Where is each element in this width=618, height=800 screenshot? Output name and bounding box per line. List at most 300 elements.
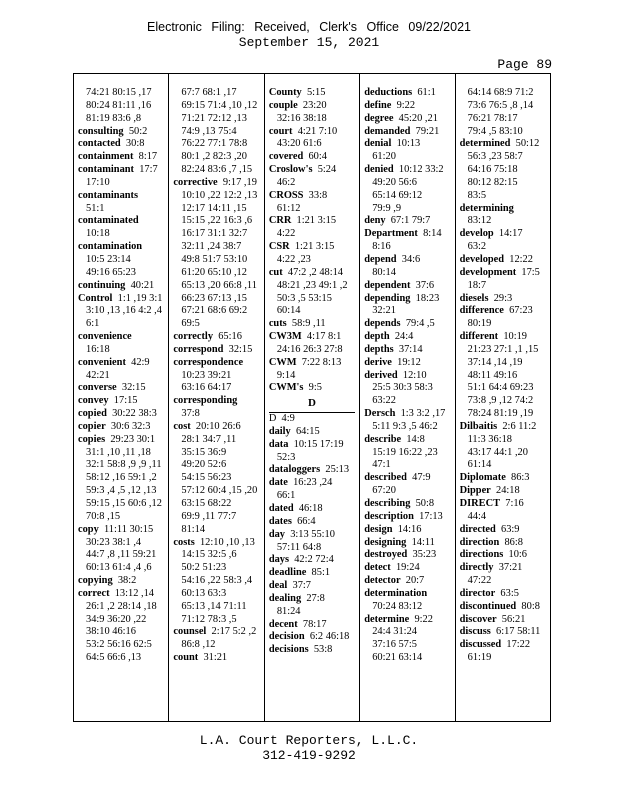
page-line-refs: 47:1	[372, 459, 391, 471]
index-continuation	[78, 601, 164, 614]
page-line-refs: 56:21	[501, 613, 526, 625]
page-line-refs: 31:21	[203, 652, 228, 664]
index-entry	[364, 472, 450, 485]
index-continuation	[460, 575, 546, 588]
index-term: destroyed	[364, 549, 408, 561]
page-line-refs: 53:2 56:16 62:5	[86, 639, 152, 651]
page-line-refs: 79:21	[415, 125, 440, 137]
index-entry	[269, 100, 355, 113]
page-line-refs: 61:1	[417, 87, 436, 98]
index-entry	[78, 138, 164, 151]
index-continuation	[173, 498, 259, 511]
page-line-refs: 42:21	[86, 369, 110, 381]
index-term: County	[268, 87, 302, 98]
index-term: convenience	[78, 331, 132, 343]
index-term: CSR	[268, 241, 290, 253]
index-term: contamination	[78, 241, 143, 253]
index-continuation	[269, 177, 355, 190]
index-entry	[173, 344, 259, 357]
page-line-refs: 6:17 58:11	[496, 626, 541, 638]
index-continuation	[78, 549, 164, 562]
page-line-refs: 58:12 ,16 59:1 ,2	[86, 472, 157, 484]
index-continuation	[78, 113, 164, 126]
page-line-refs: 25:13	[325, 464, 350, 476]
index-entry	[269, 580, 355, 593]
index-term: convey	[78, 395, 109, 407]
page-line-refs: 79:4 ,5	[405, 318, 435, 330]
index-continuation	[364, 652, 450, 665]
index-term: depend	[364, 253, 397, 265]
page-line-refs: 8:17	[138, 151, 158, 163]
page-line-refs: 29:3	[493, 292, 513, 304]
index-entry	[269, 554, 355, 567]
page-line-refs: 7:22 8:13	[301, 356, 342, 368]
index-term: director	[459, 587, 496, 599]
index-entry	[460, 485, 546, 498]
index-continuation	[364, 421, 450, 434]
page-line-refs: 45:20 ,21	[398, 112, 438, 124]
page-line-refs: 1:21 3:15	[296, 215, 337, 227]
page-line-refs: 2:17 5:2 ,2	[211, 626, 257, 638]
index-term: dataloggers	[268, 464, 321, 476]
index-entry	[269, 215, 355, 228]
index-continuation	[269, 305, 355, 318]
index-term: described	[364, 472, 407, 484]
index-term: Dersch	[364, 408, 396, 420]
page-line-refs: 67:1 79:7	[390, 215, 431, 227]
index-entry	[269, 318, 355, 331]
index-continuation	[460, 370, 546, 383]
page-line-refs: 29:23 30:1	[110, 433, 156, 445]
page-line-refs: 67:7 68:1 ,17	[181, 87, 237, 98]
index-continuation	[78, 562, 164, 575]
index-continuation	[173, 575, 259, 588]
index-term: converse	[78, 382, 117, 394]
index-term: Croslow's	[268, 164, 313, 176]
index-term: Dipper	[459, 485, 491, 497]
index-continuation	[460, 177, 546, 190]
page-line-refs: 4:21 7:10	[297, 125, 338, 137]
index-continuation	[173, 100, 259, 113]
page-line-refs: 67:20	[372, 485, 396, 497]
page-line-refs: 59:3 ,4 ,5 ,12 ,13	[86, 485, 157, 497]
page-line-refs: 16:17 31:1 32:7	[181, 228, 248, 240]
index-continuation	[78, 254, 164, 267]
page-line-refs: 2:6 11:2	[502, 420, 537, 432]
page-line-refs: 16:23 ,24	[293, 477, 333, 489]
page-line-refs: 35:15 36:9	[181, 446, 227, 458]
index-entry	[364, 511, 450, 524]
index-term: development	[459, 266, 517, 278]
page-line-refs: 19:12	[397, 356, 421, 368]
page-line-refs: 10:6	[508, 549, 527, 561]
index-entry	[460, 524, 546, 537]
index-term: different	[459, 331, 499, 343]
page-line-refs: 16:18	[86, 343, 110, 355]
page-line-refs: 10:19	[503, 331, 527, 343]
index-continuation	[78, 318, 164, 331]
page-line-refs: 73:8 ,9 ,12 74:2	[467, 395, 534, 407]
page-line-refs: 49:16 65:23	[86, 266, 136, 278]
index-continuation	[460, 447, 546, 460]
index-continuation	[173, 524, 259, 537]
index-continuation	[78, 100, 164, 113]
page-line-refs: 18:7	[467, 279, 487, 291]
index-term: covered	[268, 151, 304, 163]
index-term: D	[268, 413, 277, 425]
page-line-refs: 64:5 66:6 ,13	[86, 652, 142, 664]
page-line-refs: 69:15 71:4 ,10 ,12	[181, 99, 258, 111]
page-line-refs: 37:14 ,14 ,19	[467, 356, 523, 368]
index-continuation	[173, 639, 259, 652]
page-line-refs: 82:24 83:6 ,7 ,15	[181, 164, 253, 176]
index-continuation	[78, 87, 164, 100]
page-line-refs: 60:14	[276, 305, 301, 317]
index-continuation	[460, 190, 546, 203]
index-entry	[173, 331, 259, 344]
index-continuation	[460, 459, 546, 472]
page-line-refs: 81:24	[276, 605, 301, 617]
index-entry	[460, 549, 546, 562]
index-term: consulting	[78, 125, 124, 137]
index-entry	[269, 503, 355, 516]
index-term: dated	[268, 503, 294, 514]
index-continuation	[460, 113, 546, 126]
index-entry	[269, 644, 355, 657]
page-line-refs: 54:15 56:23	[181, 472, 232, 484]
page-line-refs: 32:16 38:18	[276, 112, 327, 124]
index-continuation	[78, 485, 164, 498]
page-line-refs: 24:18	[496, 485, 520, 497]
index-term: depends	[364, 318, 401, 330]
page-line-refs: 47:9	[412, 472, 431, 484]
index-continuation	[269, 203, 355, 216]
page-line-refs: 10:23 39:21	[181, 369, 232, 381]
page-line-refs: 8:14	[423, 228, 442, 240]
index-entry	[460, 203, 546, 216]
page-line-refs: 3:10 ,13 ,16 4:2 ,4	[86, 305, 162, 317]
index-continuation	[364, 190, 450, 203]
page-line-refs: 1:1 ,19 3:1	[117, 292, 163, 304]
page-line-refs: 10:5 23:14	[86, 253, 131, 265]
index-entry	[460, 562, 546, 575]
page-line-refs: 3:13 55:10	[290, 528, 335, 540]
index-entry	[78, 575, 164, 588]
index-term: CWM's	[268, 382, 304, 394]
index-entry	[78, 164, 164, 177]
index-entry	[460, 331, 546, 344]
index-entry	[364, 549, 450, 562]
index-entry	[269, 357, 355, 370]
index-continuation	[460, 87, 546, 100]
page-line-refs: 30:22 38:3	[112, 408, 157, 420]
index-entry	[269, 426, 355, 439]
page-line-refs: 51:1 64:4 69:23	[467, 382, 534, 394]
index-entry	[460, 228, 546, 241]
index-continuation	[364, 459, 450, 472]
index-continuation	[269, 280, 355, 293]
index-term: decent	[268, 618, 298, 630]
page-line-refs: 53:8	[313, 644, 333, 656]
page-line-refs: 64:14 68:9 71:2	[467, 87, 534, 98]
index-term: degree	[364, 112, 394, 124]
index-term: depth	[364, 331, 390, 343]
index-entry	[364, 318, 450, 331]
page-line-refs: 63:15 68:22	[181, 498, 232, 509]
page-line-refs: 4:22 ,23	[276, 253, 311, 265]
index-entry	[364, 344, 450, 357]
page-line-refs: 78:24 81:19 ,19	[467, 408, 534, 420]
page-line-refs: 47:2 ,2 48:14	[287, 266, 344, 278]
page-line-refs: 67:23	[509, 305, 533, 317]
index-term: detector	[364, 575, 401, 587]
index-entry	[78, 421, 164, 434]
index-entry	[269, 190, 355, 203]
index-entry	[78, 357, 164, 370]
index-term: daily	[268, 425, 291, 437]
index-continuation	[173, 203, 259, 216]
index-continuation	[269, 452, 355, 465]
index-term: correspond	[173, 343, 224, 355]
page-line-refs: 42:9	[131, 356, 150, 368]
index-continuation	[269, 370, 355, 383]
index-term: corresponding	[173, 395, 238, 407]
page-line-refs: 49:20 52:6	[181, 459, 227, 471]
index-continuation	[364, 203, 450, 216]
index-continuation	[173, 447, 259, 460]
index-term: denial	[364, 138, 392, 150]
index-continuation	[78, 447, 164, 460]
page-line-refs: 86:8	[504, 536, 523, 548]
page-line-refs: 37:7	[292, 580, 311, 592]
index-entry	[364, 331, 450, 344]
page-line-refs: 50:2	[128, 125, 148, 137]
index-entry	[364, 575, 450, 588]
index-entry	[364, 408, 450, 421]
index-term: cuts	[268, 318, 287, 330]
index-term: decisions	[268, 644, 309, 656]
index-entry	[460, 267, 546, 280]
page-line-refs: 19:24	[395, 562, 420, 574]
index-continuation	[460, 344, 546, 357]
page-line-refs: 61:19	[467, 652, 492, 664]
index-entry	[269, 331, 355, 344]
index-term: dates	[268, 515, 292, 527]
index-entry	[364, 614, 450, 627]
page-line-refs: 61:12	[276, 202, 301, 214]
page-line-refs: 63:22	[372, 395, 396, 407]
index-term: corrective	[173, 176, 218, 188]
index-term: directed	[459, 523, 496, 535]
index-entry	[269, 567, 355, 580]
page-line-refs: 14:16	[397, 523, 422, 535]
index-term: discontinued	[459, 600, 517, 612]
page-line-refs: 63:16 64:17	[181, 382, 232, 394]
index-continuation	[173, 254, 259, 267]
page-line-refs: 43:17 44:1 ,20	[467, 446, 528, 458]
index-entry	[460, 626, 546, 639]
index-entry	[173, 177, 259, 190]
index-term: count	[173, 652, 199, 664]
page-line-refs: 32:1 58:8 ,9 ,9 ,11	[86, 459, 162, 471]
index-term: describe	[364, 433, 402, 445]
index-entry	[364, 100, 450, 113]
page-line-refs: 5:11 9:3 ,5 46:2	[372, 420, 438, 432]
page-line-refs: 67:21 68:6 69:2	[181, 305, 248, 317]
index-entry	[269, 631, 355, 644]
page-line-refs: 70:24 83:12	[372, 600, 423, 612]
page-line-refs: 32:21	[372, 305, 396, 317]
index-entry	[78, 524, 164, 537]
index-term: description	[364, 510, 414, 522]
page-line-refs: 80:14	[372, 266, 396, 278]
index-entry	[364, 537, 450, 550]
page-line-refs: 20:7	[405, 575, 425, 587]
index-entry	[364, 87, 450, 100]
index-term: define	[364, 99, 392, 111]
index-entry	[78, 408, 164, 421]
section-letter-heading: D	[308, 397, 316, 410]
index-continuation	[78, 652, 164, 665]
page-line-refs: 47:22	[467, 575, 492, 587]
page-line-refs: 64:16 75:18	[467, 164, 518, 176]
index-entry	[269, 241, 355, 254]
page-line-refs: 9:14	[276, 369, 296, 381]
index-term: difference	[459, 305, 504, 317]
index-term: couple	[268, 99, 298, 111]
page-line-refs: 37:14	[398, 343, 423, 355]
index-term: determine	[364, 613, 410, 625]
page-line-refs: 6:1	[86, 318, 100, 330]
page-line-refs: 46:2	[276, 176, 296, 188]
page-line-refs: 12:22	[509, 253, 533, 265]
index-term: detect	[364, 562, 391, 574]
index-term: deadline	[268, 567, 307, 579]
page-line-refs: 60:4	[308, 151, 327, 163]
index-entry	[78, 190, 164, 203]
index-term: days	[268, 554, 290, 566]
page-line-refs: 38:10 46:16	[86, 626, 136, 638]
index-continuation	[173, 434, 259, 447]
page-line-refs: 73:6 76:5 ,8 ,14	[467, 99, 534, 111]
index-continuation	[173, 126, 259, 139]
index-entry	[364, 370, 450, 383]
page-line-refs: 63:2	[467, 241, 487, 253]
index-entry	[269, 477, 355, 490]
page-line-refs: 21:23 27:1 ,1 ,15	[467, 343, 539, 355]
index-entry	[269, 619, 355, 632]
page-line-refs: 14:11	[411, 536, 435, 548]
index-entry	[364, 562, 450, 575]
filing-stamp-line: Electronic Filing: Received, Clerk's Office 09/22/2021	[147, 20, 471, 34]
page-line-refs: 63:9	[501, 523, 520, 535]
page-line-refs: 50:3 ,5 53:15	[276, 292, 332, 304]
page-line-refs: 60:13 61:4 ,4 ,6	[86, 562, 152, 574]
index-term: derive	[364, 356, 392, 368]
index-continuation	[173, 280, 259, 293]
index-continuation	[78, 614, 164, 627]
page-line-refs: 43:20 61:6	[276, 138, 322, 150]
page-line-refs: 17:13	[419, 510, 443, 522]
page-line-refs: 54:16 ,22 58:3 ,4	[181, 575, 253, 587]
index-continuation	[460, 382, 546, 395]
page-line-refs: 4:9	[281, 413, 295, 425]
index-continuation	[173, 305, 259, 318]
page-line-refs: 80:19	[467, 318, 492, 330]
page-line-refs: 65:16	[218, 331, 242, 343]
page-line-refs: 9:22	[396, 99, 416, 111]
page-line-refs: 50:8	[415, 498, 435, 509]
page-line-refs: 32:15	[121, 382, 146, 394]
page-line-refs: 24:4	[394, 331, 414, 343]
page-line-refs: 37:8	[181, 408, 200, 420]
index-continuation	[173, 614, 259, 627]
index-term: develop	[459, 228, 494, 240]
index-term: determined	[459, 138, 511, 150]
page-line-refs: 5:24	[317, 164, 337, 176]
page-line-refs: 50:12	[515, 138, 540, 150]
index-continuation	[460, 434, 546, 447]
index-entry	[460, 588, 546, 601]
index-entry	[173, 626, 259, 639]
index-entry	[78, 434, 164, 447]
page-line-refs: 61:20	[372, 151, 396, 163]
index-entry	[78, 293, 164, 306]
index-entry	[364, 524, 450, 537]
index-term: depending	[364, 292, 411, 304]
index-entry	[173, 421, 259, 434]
index-continuation	[460, 652, 546, 665]
index-term: convenient	[78, 356, 126, 368]
page-line-refs: 76:21 78:17	[467, 112, 518, 124]
index-entry	[78, 151, 164, 164]
index-entry	[78, 215, 164, 228]
page-line-refs: 24:4 31:24	[372, 626, 417, 638]
page-line-refs: 57:11 64:8	[276, 541, 322, 553]
index-entry	[364, 113, 450, 126]
index-term: DIRECT	[459, 498, 501, 509]
index-continuation	[269, 254, 355, 267]
page-line-refs: 48:11 49:16	[467, 369, 518, 381]
page-line-refs: 79:4 ,5 83:10	[467, 125, 523, 137]
index-term: depths	[364, 343, 394, 355]
index-continuation	[173, 472, 259, 485]
page-line-refs: 5:15	[306, 87, 326, 98]
page-line-refs: 42:2 72:4	[294, 554, 334, 566]
page-line-refs: 4:22	[276, 228, 296, 240]
index-entry	[460, 498, 546, 511]
page-line-refs: 30:23 38:1 ,4	[86, 536, 142, 548]
page-line-refs: 11:3 36:18	[467, 433, 512, 445]
page-line-refs: 85:1	[311, 567, 331, 579]
index-entry	[78, 382, 164, 395]
index-entry	[460, 421, 546, 434]
page-line-refs: 1:21 3:15	[294, 241, 335, 253]
page-line-refs: 8:16	[372, 241, 391, 253]
page-line-refs: 35:23	[412, 549, 437, 561]
index-continuation	[173, 164, 259, 177]
index-term: Diplomate	[459, 472, 506, 484]
index-entry	[460, 305, 546, 318]
index-continuation	[460, 280, 546, 293]
index-continuation	[460, 408, 546, 421]
index-column-4	[360, 74, 455, 721]
page-line-refs: 11:11 30:15	[104, 523, 154, 535]
index-term: copy	[78, 523, 99, 535]
page-line-refs: 18:23	[415, 292, 440, 304]
page-line-refs: 10:10 ,22 12:2 ,13	[181, 189, 258, 201]
index-entry	[460, 293, 546, 306]
